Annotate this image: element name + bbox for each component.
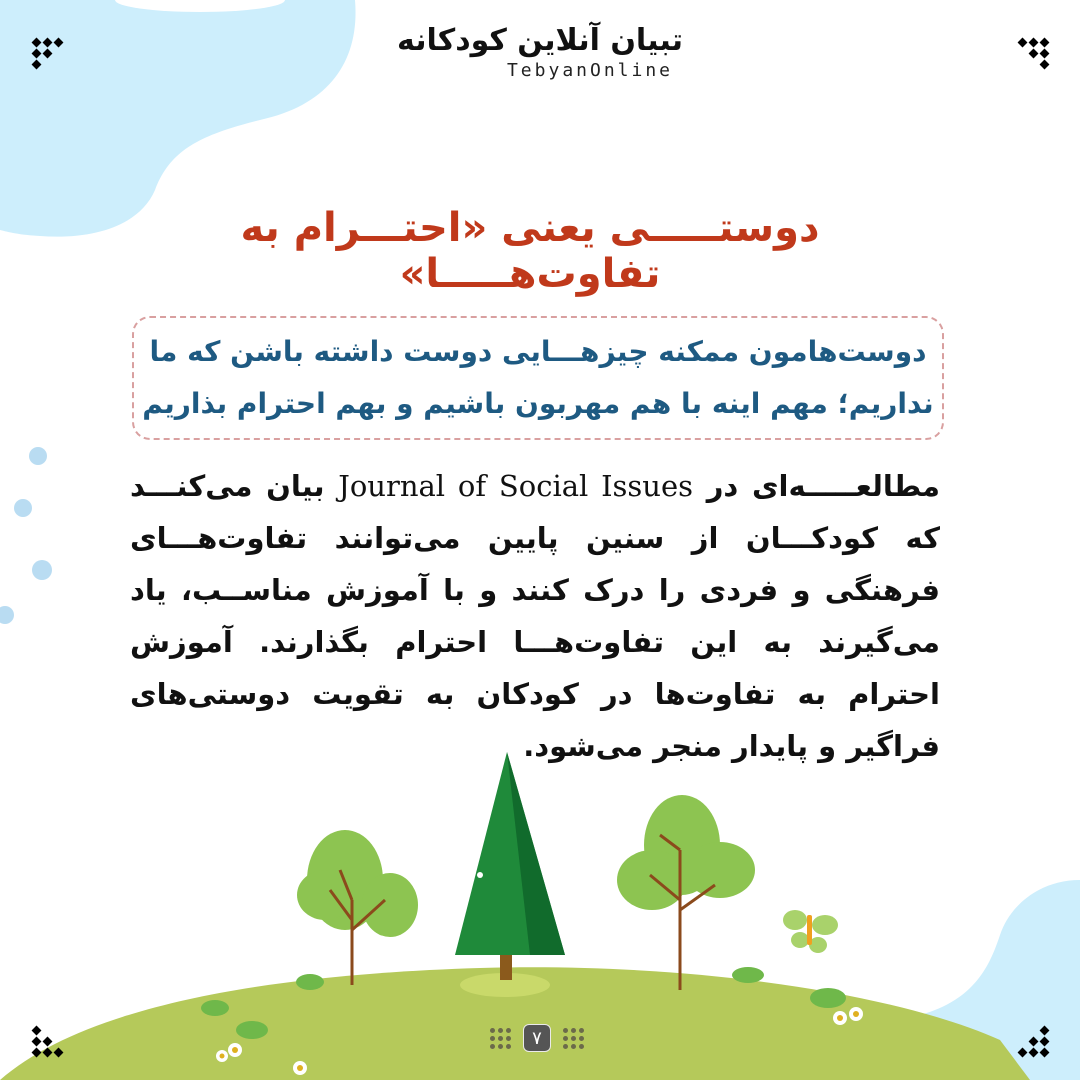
dot-grid-icon-left	[490, 1028, 511, 1049]
butterfly	[783, 910, 838, 953]
body-rest: بیان می‌کنـــد که کودکـــان از سنین پایین می‌توانند تفاوت‌هـــای فرهنگی و فردی را درک کنند و با آموزش مناســب، یاد می‌گیرند به این تفاوت‌هـــا احترام بگذارند. آموزش احترام به تفاوت‌ها در کودکان به تقویت دوستی‌های فراگیر و پایدار منجر می‌شود.	[130, 469, 940, 763]
quote-line-1: دوست‌هامون ممکنه چیزهـــایی دوست داشته باشن که ما	[149, 335, 927, 368]
quote-line-2: نداریم؛ مهم اینه با هم مهربون باشیم و بهم احترام بذاریم	[142, 387, 934, 420]
brand-logo	[0, 22, 1080, 81]
brand-name-fa: تبیان آنلاین کودکانه	[397, 23, 683, 58]
left-tree	[297, 830, 418, 985]
diamond-cluster-icon-bottom-right	[1016, 1024, 1056, 1064]
body-paragraph	[130, 460, 940, 772]
page-title: دوستـــــی یعنی «احتـــرام به تفاوت‌هـــــا»	[240, 205, 820, 297]
page-number-badge: ۷	[523, 1024, 551, 1052]
dot-grid-icon-right	[563, 1028, 584, 1049]
diamond-cluster-icon-top-right	[1016, 36, 1056, 76]
body-intro: مطالعـــــه‌ای در	[693, 469, 940, 503]
diamond-cluster-icon-bottom-left	[30, 1024, 70, 1064]
right-tree	[617, 795, 755, 990]
quote-box	[132, 316, 944, 440]
brand-name-en: TebyanOnline	[506, 60, 674, 81]
quote-text	[138, 326, 938, 430]
source-citation: Journal of Social Issues	[338, 469, 694, 503]
diamond-cluster-icon-top-left	[30, 36, 70, 76]
page-indicator	[490, 1024, 584, 1052]
pine-tree	[455, 752, 565, 980]
